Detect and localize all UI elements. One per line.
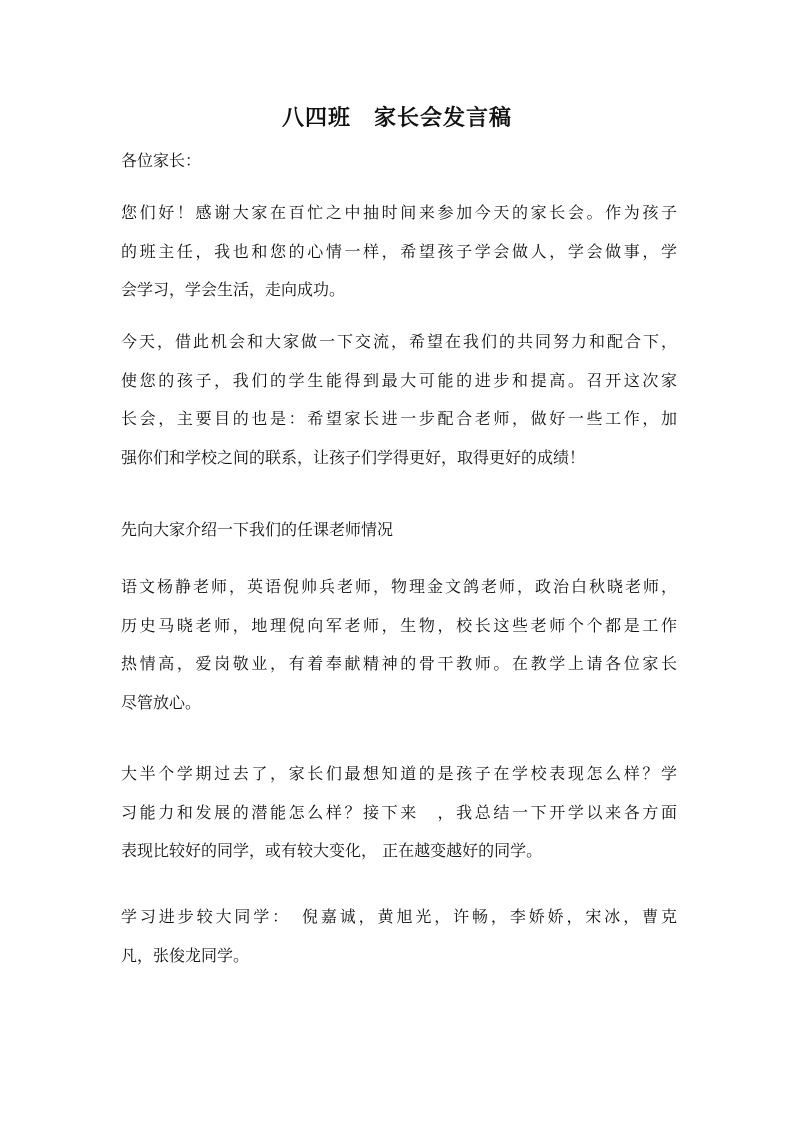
paragraph-line: 习能力和发展的潜能怎么样？接下来 ，我总结一下开学以来各方面 bbox=[121, 802, 677, 822]
paragraph-purpose bbox=[121, 323, 677, 477]
paragraph-line: 长会，主要目的也是：希望家长进一步配合老师，做好一些工作，加 bbox=[121, 409, 677, 428]
paragraph-line: 先向大家介绍一下我们的任课老师情况 bbox=[121, 520, 394, 539]
paragraph-line: 大半个学期过去了，家长们最想知道的是孩子在学校表现怎么样？学 bbox=[121, 764, 677, 783]
paragraph-line: 您们好！感谢大家在百忙之中抽时间来参加今天的家长会。作为孩子 bbox=[121, 203, 677, 222]
paragraph-line: 语文杨静老师，英语倪帅兵老师，物理金文鸽老师，政治白秋晓老师， bbox=[121, 577, 677, 596]
paragraph-line: 表现比较好的同学，或有较大变化， 正在越变越好的同学。 bbox=[121, 841, 543, 860]
paragraph-line: 尽管放心。 bbox=[121, 692, 202, 712]
paragraph-line: 历史马晓老师，地理倪向军老师，生物，校长这些老师个个都是工作 bbox=[121, 615, 677, 635]
paragraph-progress-students bbox=[121, 898, 677, 975]
salutation-text: 各位家长： bbox=[121, 151, 202, 170]
paragraph-line: 使您的孩子，我们的学生能得到最大可能的进步和提高。召开这次家 bbox=[121, 370, 677, 390]
document-title: 八四班 家长会发言稿 bbox=[281, 105, 512, 131]
paragraph-line: 的班主任，我也和您的心情一样，希望孩子学会做人，学会做事，学 bbox=[121, 241, 677, 261]
paragraph-teachers-list bbox=[121, 568, 677, 722]
salutation bbox=[121, 142, 677, 181]
paragraph-line: 会学习，学会生活，走向成功。 bbox=[121, 280, 346, 299]
paragraph-line: 今天，借此机会和大家做一下交流，希望在我们的共同努力和配合下， bbox=[121, 332, 677, 351]
paragraph-line: 热情高，爱岗敬业，有着奉献精神的骨干教师。在教学上请各位家长 bbox=[121, 654, 677, 673]
paragraph-teachers-intro bbox=[121, 511, 677, 550]
paragraph-semester-summary bbox=[121, 755, 677, 871]
paragraph-line: 学习进步较大同学： 倪嘉诚，黄旭光，许畅，李娇娇，宋冰，曹克 bbox=[121, 907, 677, 926]
paragraph-line: 强你们和学校之间的联系，让孩子们学得更好，取得更好的成绩！ bbox=[121, 447, 586, 467]
paragraph-greeting bbox=[121, 194, 677, 310]
paragraph-line: 凡，张俊龙同学。 bbox=[121, 945, 250, 965]
